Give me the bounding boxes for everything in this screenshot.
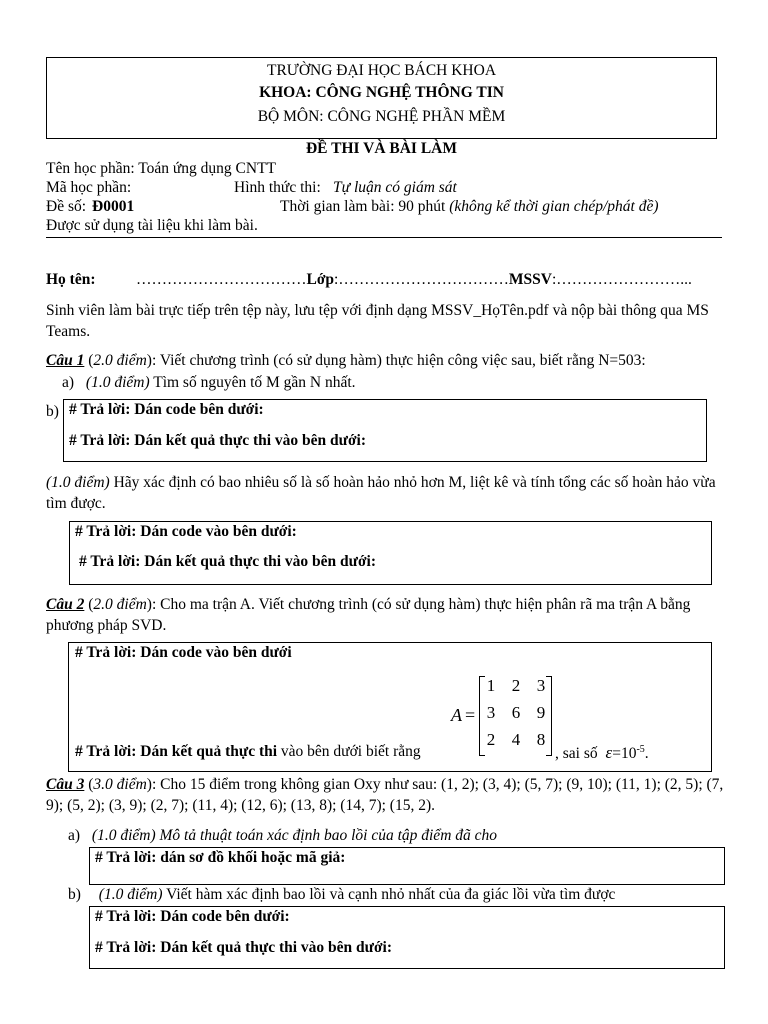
eq-value: =10	[612, 745, 637, 762]
q3b-result-prompt: # Trả lời: Dán kết quả thực thi vào bên dưới:	[95, 939, 393, 956]
materials-note: Được sử dụng tài liệu khi làm bài.	[46, 217, 258, 234]
q1a	[62, 374, 356, 392]
error-text: , sai số	[555, 745, 598, 762]
q2-label: Câu 2	[46, 596, 85, 613]
q1b-body: Hãy xác định có bao nhiêu số là số hoàn hảo nhỏ hơn M, liệt kê và tính tổng các số hoàn hảo vừa tìm được.	[46, 474, 716, 512]
q1b-points: (1.0 điểm)	[46, 474, 110, 491]
q1-text: : Viết chương trình (có sử dụng hàm) thực hiện công việc sau, biết rằng N=503:	[151, 352, 646, 369]
q3b-text: Viết hàm xác định bao lồi và cạnh nhỏ nhất của đa giác lồi vừa tìm được	[162, 886, 616, 903]
q1-heading: Câu 1 (2.0 điểm): Viết chương trình (có sử dụng hàm) thực hiện công việc sau, biết rằng N=503:	[46, 352, 646, 369]
instructions: Sinh viên làm bài trực tiếp trên tệp này, lưu tệp với định dạng MSSV_HọTên.pdf và nộp bài thông qua MS Teams.	[46, 302, 709, 340]
q3-text: : Cho 15 điểm trong không gian Oxy như sau: (1, 2); (3, 4); (5, 7); (9, 10); (11, 1); (2, 5); (7, 9); (5, 2); (3, 9); (2, 7); (11, 4); (12, 6); (13, 8); (14, 7); (15, 2).	[46, 776, 724, 814]
exponent: -5	[636, 743, 645, 755]
exam-form-label: Hình thức thi:	[234, 179, 321, 196]
q2-points: 2.0 điểm	[93, 596, 147, 613]
matrix-cell: 8	[536, 730, 546, 749]
course-code-label: Mã học phần:	[46, 179, 132, 196]
department-name: BỘ MÔN: CÔNG NGHỆ PHẦN MỀM	[257, 108, 506, 125]
faculty-name: KHOA: CÔNG NGHỆ THÔNG TIN	[259, 84, 504, 101]
q1-box2-code-prompt: # Trả lời: Dán code vào bên dưới:	[75, 523, 297, 540]
epsilon-symbol: ε	[605, 743, 613, 762]
q3a-marker: a)	[68, 827, 81, 844]
q3b-code-prompt: # Trả lời: Dán code bên dưới:	[95, 908, 290, 925]
q3a	[68, 827, 497, 845]
matrix-cell: 1	[486, 676, 496, 695]
matrix-cell: 9	[536, 703, 546, 722]
name-label: Họ tên:	[46, 271, 96, 288]
q2-result-rest: vào bên dưới biết rằng	[277, 743, 421, 760]
q1b-text	[46, 472, 726, 514]
duration-label: Thời gian làm bài: 90 phút	[280, 198, 446, 215]
info-divider	[46, 237, 722, 238]
student-line	[136, 271, 692, 289]
matrix-equals: =	[465, 705, 476, 725]
q3b-marker: b)	[68, 886, 81, 903]
course-name: Tên học phần: Toán ứng dụng CNTT	[46, 160, 277, 177]
period: .	[644, 745, 649, 762]
matrix-cell: 3	[486, 703, 496, 722]
q1-box2-result-prompt: # Trả lời: Dán kết quả thực thi vào bên dưới:	[79, 553, 377, 570]
matrix-cell: 2	[511, 676, 521, 695]
id-label: MSSV	[508, 271, 552, 288]
q3-label: Câu 3	[46, 776, 85, 793]
matrix-cell: 6	[511, 703, 521, 722]
q2-code-prompt: # Trả lời: Dán code vào bên dưới	[75, 644, 292, 661]
q3b-points: (1.0 điểm)	[98, 886, 163, 903]
exam-no-value: Đ0001	[92, 198, 135, 215]
exam-form-value: Tự luận có giám sát	[333, 179, 457, 196]
q2-result-prompt	[75, 743, 421, 761]
exam-title: ĐỀ THI VÀ BÀI LÀM	[305, 140, 457, 157]
q3-points: 3.0 điểm	[93, 776, 147, 793]
q2-result-bold: # Trả lời: Dán kết quả thực thi	[75, 743, 278, 760]
q1-label: Câu 1	[46, 352, 85, 369]
class-dots: :……………………………	[334, 271, 509, 288]
class-label: Lớp	[306, 271, 335, 288]
q3-heading: Câu 3 (3.0 điểm): Cho 15 điểm trong không gian Oxy như sau: (1, 2); (3, 4); (5, 7); (9, 10); (11, 1); (2, 5); (7, 9); (5, 2); (3, 9); (2, 7); (11, 4); (12, 6); (13, 8); (14, 7); (15, 2).	[46, 776, 724, 814]
q1a-marker: a)	[62, 374, 75, 391]
q3b	[68, 886, 615, 904]
matrix-cell: 2	[486, 730, 496, 749]
matrix-name: A	[451, 705, 462, 725]
q2-text: : Cho ma trận A. Viết chương trình (có sử dụng hàm) thực hiện phân rã ma trận A bằng phương pháp SVD.	[46, 596, 691, 634]
matrix-cell: 3	[536, 676, 546, 695]
q2-heading: Câu 2 (2.0 điểm): Cho ma trận A. Viết chương trình (có sử dụng hàm) thực hiện phân rã ma trận A bằng phương pháp SVD.	[46, 596, 691, 634]
duration	[280, 198, 658, 216]
q1-box1-code-prompt: # Trả lời: Dán code bên dưới:	[69, 401, 264, 418]
q1a-points: (1.0 điểm)	[85, 374, 150, 391]
q1-points: 2.0 điểm	[93, 352, 147, 369]
name-dots: ……………………………	[136, 271, 307, 288]
q1-box1-result-prompt: # Trả lời: Dán kết quả thực thi vào bên dưới:	[69, 432, 367, 449]
error-tolerance	[555, 743, 649, 763]
duration-note: (không kể thời gian chép/phát đề)	[449, 198, 659, 215]
matrix-cell: 4	[511, 730, 521, 749]
university-name: TRƯỜNG ĐẠI HỌC BÁCH KHOA	[266, 62, 497, 79]
exam-no-label: Đề số:	[46, 198, 87, 215]
id-dots: :……………………...	[551, 271, 692, 288]
q1b-marker: b)	[46, 403, 59, 420]
q3a-text: (1.0 điểm) Mô tả thuật toán xác định bao lồi của tập điểm đã cho	[91, 827, 498, 844]
q3a-prompt: # Trả lời: dán sơ đồ khối hoặc mã giả:	[95, 849, 346, 866]
q1a-text: Tìm số nguyên tố M gần N nhất.	[149, 374, 356, 391]
